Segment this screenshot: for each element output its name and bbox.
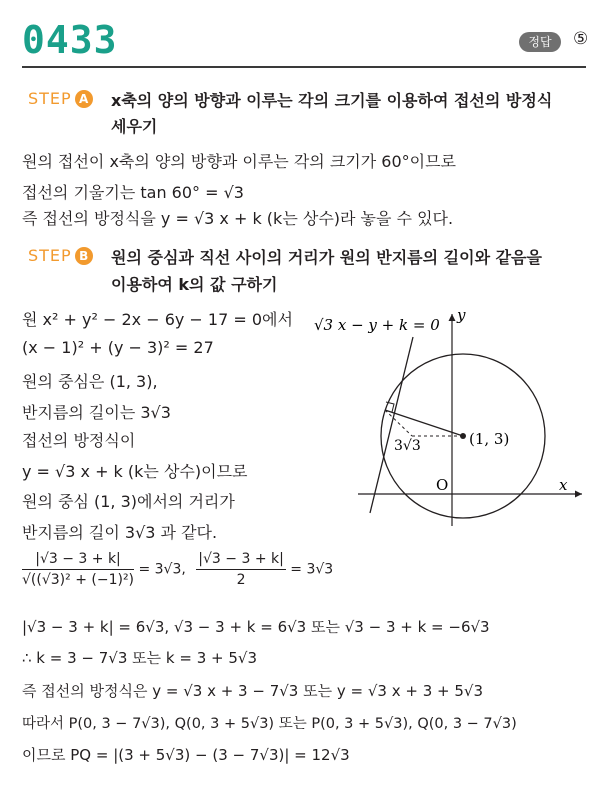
step-b-title-1: 원의 중심과 직선 사이의 거리가 원의 반지름의 길이와 같음을 bbox=[111, 248, 542, 267]
step-b-line-6: y = √3 x + k (k는 상수)이므로 bbox=[22, 462, 248, 481]
fraction-equation bbox=[22, 551, 333, 588]
step-b-line-3: 원의 중심은 (1, 3), bbox=[22, 372, 158, 391]
tangent-equation-line: 즉 접선의 방정식은 y = √3 x + 3 − 7√3 또는 y = √3 x + 3 + 5√3 bbox=[22, 682, 483, 700]
step-b-line-2: (x − 1)² + (y − 3)² = 27 bbox=[22, 338, 214, 357]
step-b-letter: B bbox=[75, 247, 93, 265]
fraction-2-denominator: 2 bbox=[236, 572, 246, 588]
circle-tangent-figure bbox=[300, 300, 590, 530]
fraction-2-numerator: |√3 − 3 + k| bbox=[196, 551, 286, 570]
fraction-1 bbox=[22, 551, 134, 588]
fraction-1-result: = 3√3, bbox=[138, 561, 186, 578]
header-divider bbox=[22, 66, 586, 68]
step-b-line-1: 원 x² + y² − 2x − 6y − 17 = 0에서 bbox=[22, 310, 293, 329]
step-b-text: STEP bbox=[28, 246, 72, 265]
y-axis-label: y bbox=[457, 306, 466, 324]
step-a-label bbox=[28, 89, 93, 108]
step-b-label bbox=[28, 246, 93, 265]
step-b-title-2: 이용하여 k의 값 구하기 bbox=[111, 275, 278, 294]
final-line: 이므로 PQ = |(3 + 5√3) − (3 − 7√3)| = 12√3 bbox=[22, 746, 350, 764]
x-axis-label: x bbox=[559, 476, 568, 494]
answer-value: ⑤ bbox=[573, 29, 589, 49]
step-a-letter: A bbox=[75, 90, 93, 108]
answer-badge: 정답 bbox=[519, 32, 561, 52]
fraction-2-result: = 3√3 bbox=[290, 561, 334, 578]
points-line: 따라서 P(0, 3 − 7√3), Q(0, 3 + 5√3) 또는 P(0, 3 + 5√3), Q(0, 3 − 7√3) bbox=[22, 716, 517, 732]
y-axis-arrow bbox=[449, 314, 456, 321]
step-a-line-2: 접선의 기울기는 tan 60° = √3 bbox=[22, 183, 244, 202]
step-b-line-4: 반지름의 길이는 3√3 bbox=[22, 403, 171, 422]
radius-segment bbox=[385, 410, 463, 436]
problem-number: 0433 bbox=[22, 18, 118, 62]
k-values-line: ∴ k = 3 − 7√3 또는 k = 3 + 5√3 bbox=[22, 649, 257, 667]
fraction-1-numerator: |√3 − 3 + k| bbox=[22, 551, 134, 570]
step-b-line-5: 접선의 방정식이 bbox=[22, 431, 136, 450]
x-axis-arrow bbox=[575, 491, 582, 498]
step-a-line-1: 원의 접선이 x축의 양의 방향과 이루는 각의 크기가 60°이므로 bbox=[22, 152, 457, 171]
step-a-line-3: 즉 접선의 방정식을 y = √3 x + k (k는 상수)라 놓을 수 있다. bbox=[22, 209, 454, 228]
origin-label: O bbox=[436, 476, 449, 494]
step-b-line-7: 원의 중심 (1, 3)에서의 거리가 bbox=[22, 492, 235, 511]
fraction-1-denominator: √((√3)² + (−1)²) bbox=[22, 572, 135, 588]
step-b-line-8: 반지름의 길이 3√3 과 같다. bbox=[22, 523, 218, 542]
step-a-title-1: x축의 양의 방향과 이루는 각의 크기를 이용하여 접선의 방정식 bbox=[111, 91, 553, 110]
center-point bbox=[460, 433, 466, 439]
step-a-title-2: 세우기 bbox=[111, 117, 158, 136]
abs-value-line: |√3 − 3 + k| = 6√3, √3 − 3 + k = 6√3 또는 √3 − 3 + k = −6√3 bbox=[22, 618, 490, 636]
step-a-text: STEP bbox=[28, 89, 72, 108]
center-label: (1, 3) bbox=[469, 430, 510, 448]
tangent-line bbox=[370, 337, 413, 513]
tangent-line-label: √3 x − y + k = 0 bbox=[314, 316, 440, 334]
radius-label: 3√3 bbox=[394, 438, 421, 454]
fraction-2 bbox=[196, 551, 286, 588]
